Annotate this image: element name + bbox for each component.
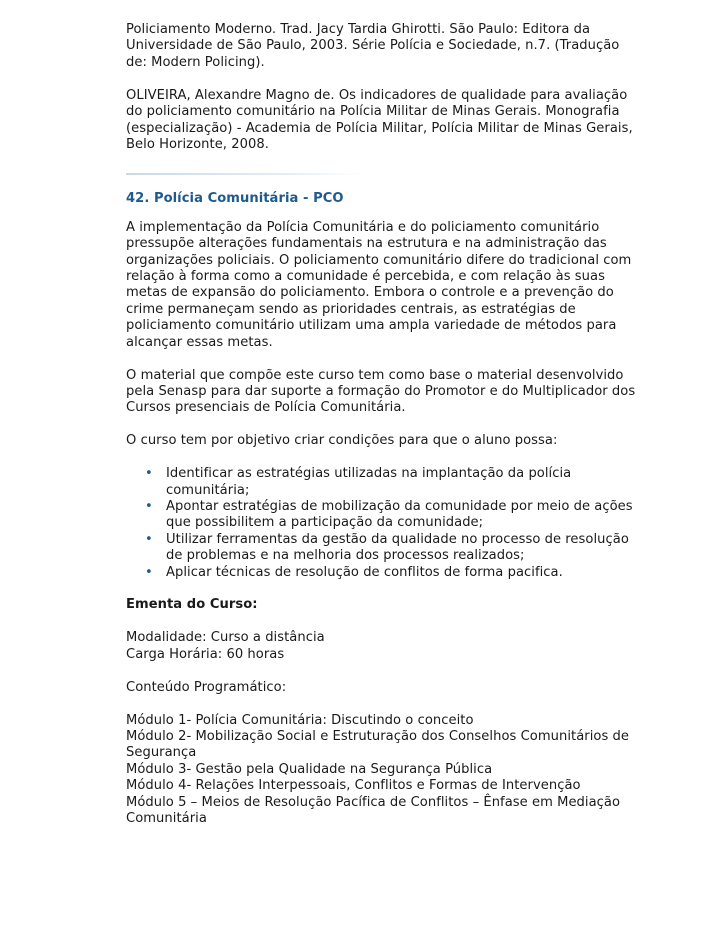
list-item: [145, 531, 656, 565]
paragraph-line: organizações policiais. O policiamento comunitário difere do tradicional com: [126, 252, 632, 268]
bullet-icon: •: [145, 498, 153, 514]
module-line: Módulo 5 – Meios de Resolução Pacífica de Conflitos – Ênfase em Mediação: [126, 794, 621, 810]
modules-list: [126, 713, 656, 828]
module-line: Segurança: [126, 745, 197, 761]
list-item-line: Aplicar técnicas de resolução de conflitos de forma pacifica.: [166, 564, 563, 580]
reference-line: Universidade de São Paulo, 2003. Série Polícia e Sociedade, n.7. (Tradução: [126, 38, 620, 54]
paragraph-line: O material que compõe este curso tem como base o material desenvolvido: [126, 367, 624, 383]
list-item-line: Apontar estratégias de mobilização da comunidade por meio de ações: [166, 498, 633, 514]
list-item-line: comunitária;: [166, 482, 250, 498]
section-title: 42. Polícia Comunitária - PCO: [126, 191, 344, 207]
paragraph-line: pela Senasp para dar suporte a formação do Promotor e do Multiplicador dos: [126, 383, 636, 399]
list-item-line: Utilizar ferramentas da gestão da qualidade no processo de resolução: [166, 531, 629, 547]
reference-line: Belo Horizonte, 2008.: [126, 136, 269, 152]
paragraph-line: A implementação da Polícia Comunitária e do policiamento comunitário: [126, 219, 600, 235]
list-item-line: de problemas e na melhoria dos processos realizados;: [166, 548, 525, 564]
paragraph-line: policiamento comunitário utilizam uma ampla variedade de métodos para: [126, 318, 617, 334]
list-item: [145, 564, 656, 581]
paragraph-line: crime permaneçam sendo as prioridades centrais, as estratégias de: [126, 301, 576, 317]
module-line: Módulo 1- Polícia Comunitária: Discutindo o conceito: [126, 712, 474, 728]
bullet-icon: •: [145, 466, 153, 482]
reference-line: Policiamento Moderno. Trad. Jacy Tardia Ghirotti. São Paulo: Editora da: [126, 22, 591, 37]
objective-intro: O curso tem por objetivo criar condições para que o aluno possa:: [126, 433, 558, 449]
reference-line: de: Modern Policing).: [126, 54, 265, 70]
intro-paragraph: [126, 220, 656, 351]
reference-line: OLIVEIRA, Alexandre Magno de. Os indicadores de qualidade para avaliação: [126, 87, 628, 103]
list-item-line: Identificar as estratégias utilizadas na implantação da polícia: [166, 466, 572, 482]
list-item-line: que possibilitem a participação da comunidade;: [166, 515, 484, 531]
content-label: Conteúdo Programático:: [126, 679, 287, 695]
section-divider: [126, 173, 364, 175]
paragraph-line: alcançar essas metas.: [126, 334, 273, 350]
module-line: Módulo 3- Gestão pela Qualidade na Segurança Pública: [126, 761, 493, 777]
paragraph-line: Cursos presenciais de Polícia Comunitária.: [126, 400, 406, 416]
ementa-title: Ementa do Curso:: [126, 597, 258, 613]
workload-text: Carga Horária: 60 horas: [126, 646, 285, 662]
course-details: [126, 630, 656, 663]
material-paragraph: [126, 368, 656, 417]
objectives-list: [126, 466, 656, 581]
reference-1: [126, 22, 656, 71]
reference-line: (especialização) - Academia de Polícia Militar, Polícia Militar de Minas Gerais,: [126, 120, 633, 136]
list-item: [145, 466, 656, 499]
paragraph-line: pressupõe alterações fundamentais na estrutura e na administração das: [126, 236, 607, 252]
paragraph-line: relação à forma como a comunidade é percebida, e com relação às suas: [126, 268, 605, 284]
module-line: Módulo 2- Mobilização Social e Estruturação dos Conselhos Comunitários de: [126, 729, 630, 744]
modality-text: Modalidade: Curso a distância: [126, 630, 325, 646]
module-line: Módulo 4- Relações Interpessoais, Conflitos e Formas de Intervenção: [126, 778, 581, 794]
module-line: Comunitária: [126, 811, 207, 827]
reference-2: [126, 88, 656, 154]
paragraph-line: metas de expansão do policiamento. Embora o controle e a prevenção do: [126, 285, 614, 301]
list-item: [145, 498, 656, 532]
document-page: [126, 22, 656, 827]
reference-line: do policiamento comunitário na Polícia Militar de Minas Gerais. Monografia: [126, 104, 620, 120]
bullet-icon: •: [145, 531, 153, 547]
bullet-icon: •: [145, 564, 153, 580]
